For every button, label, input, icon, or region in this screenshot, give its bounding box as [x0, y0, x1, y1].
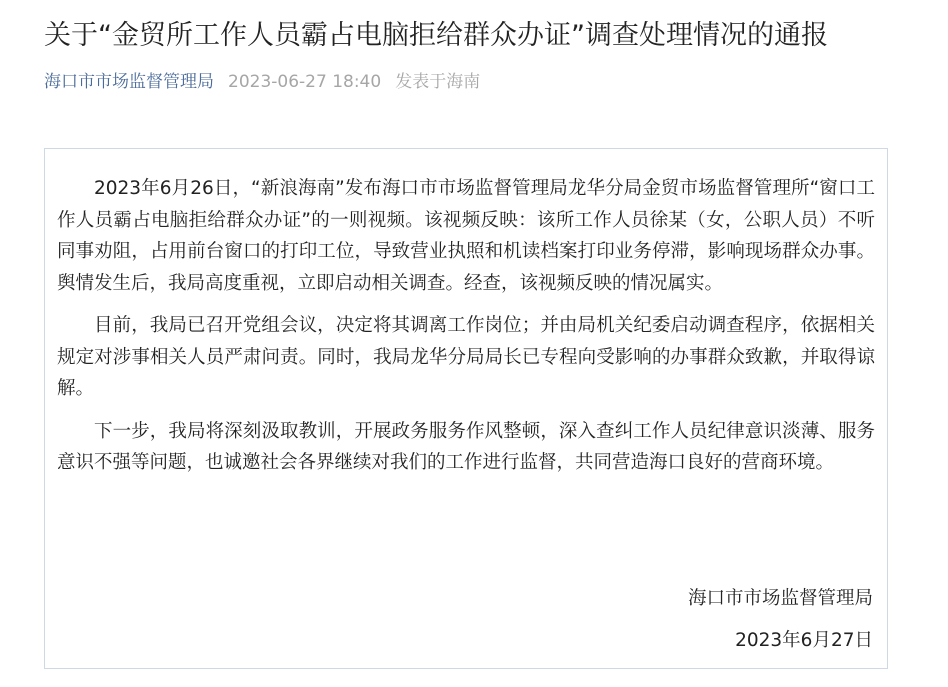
paragraph-1: 2023年6月26日，“新浪海南”发布海口市市场监督管理局龙华分局金贸市场监督管理所“窗口工作人员霸占电脑拒给群众办证”的一则视频。该视频反映：该所工作人员徐某（女，公职人员）不听同事劝阻，占用前台窗口的打印工位，导致营业执照和机读档案打印业务停滞，影响现场群众办事。舆情发生后，我局高度重视，立即启动相关调查。经查，该视频反映的情况属实。 [57, 178, 875, 294]
signature-org: 海口市市场监督管理局 [687, 588, 873, 609]
author-link[interactable]: 海口市市场监督管理局 [44, 72, 214, 92]
paragraph-3: 下一步，我局将深刻汲取教训，开展政务服务作风整顿，深入查纠工作人员纪律意识淡薄、服务意识不强等问题，也诚邀社会各界继续对我们的工作进行监督，共同营造海口良好的营商环境。 [57, 420, 875, 473]
notice-body [57, 173, 875, 490]
article-title: 关于“金贸所工作人员霸占电脑拒给群众办证”调查处理情况的通报 [44, 20, 828, 51]
signature-date: 2023年6月27日 [735, 630, 873, 651]
publish-location: 发表于海南 [395, 72, 481, 92]
notice-card [44, 148, 888, 669]
paragraph-2: 目前，我局已召开党组会议，决定将其调离工作岗位；并由局机关纪委启动调查程序，依据相关规定对涉事相关人员严肃问责。同时，我局龙华分局局长已专程向受影响的办事群众致歉，并取得谅解。 [57, 315, 875, 399]
publish-time: 2023-06-27 18:40 [228, 72, 382, 92]
article-meta [44, 68, 480, 96]
